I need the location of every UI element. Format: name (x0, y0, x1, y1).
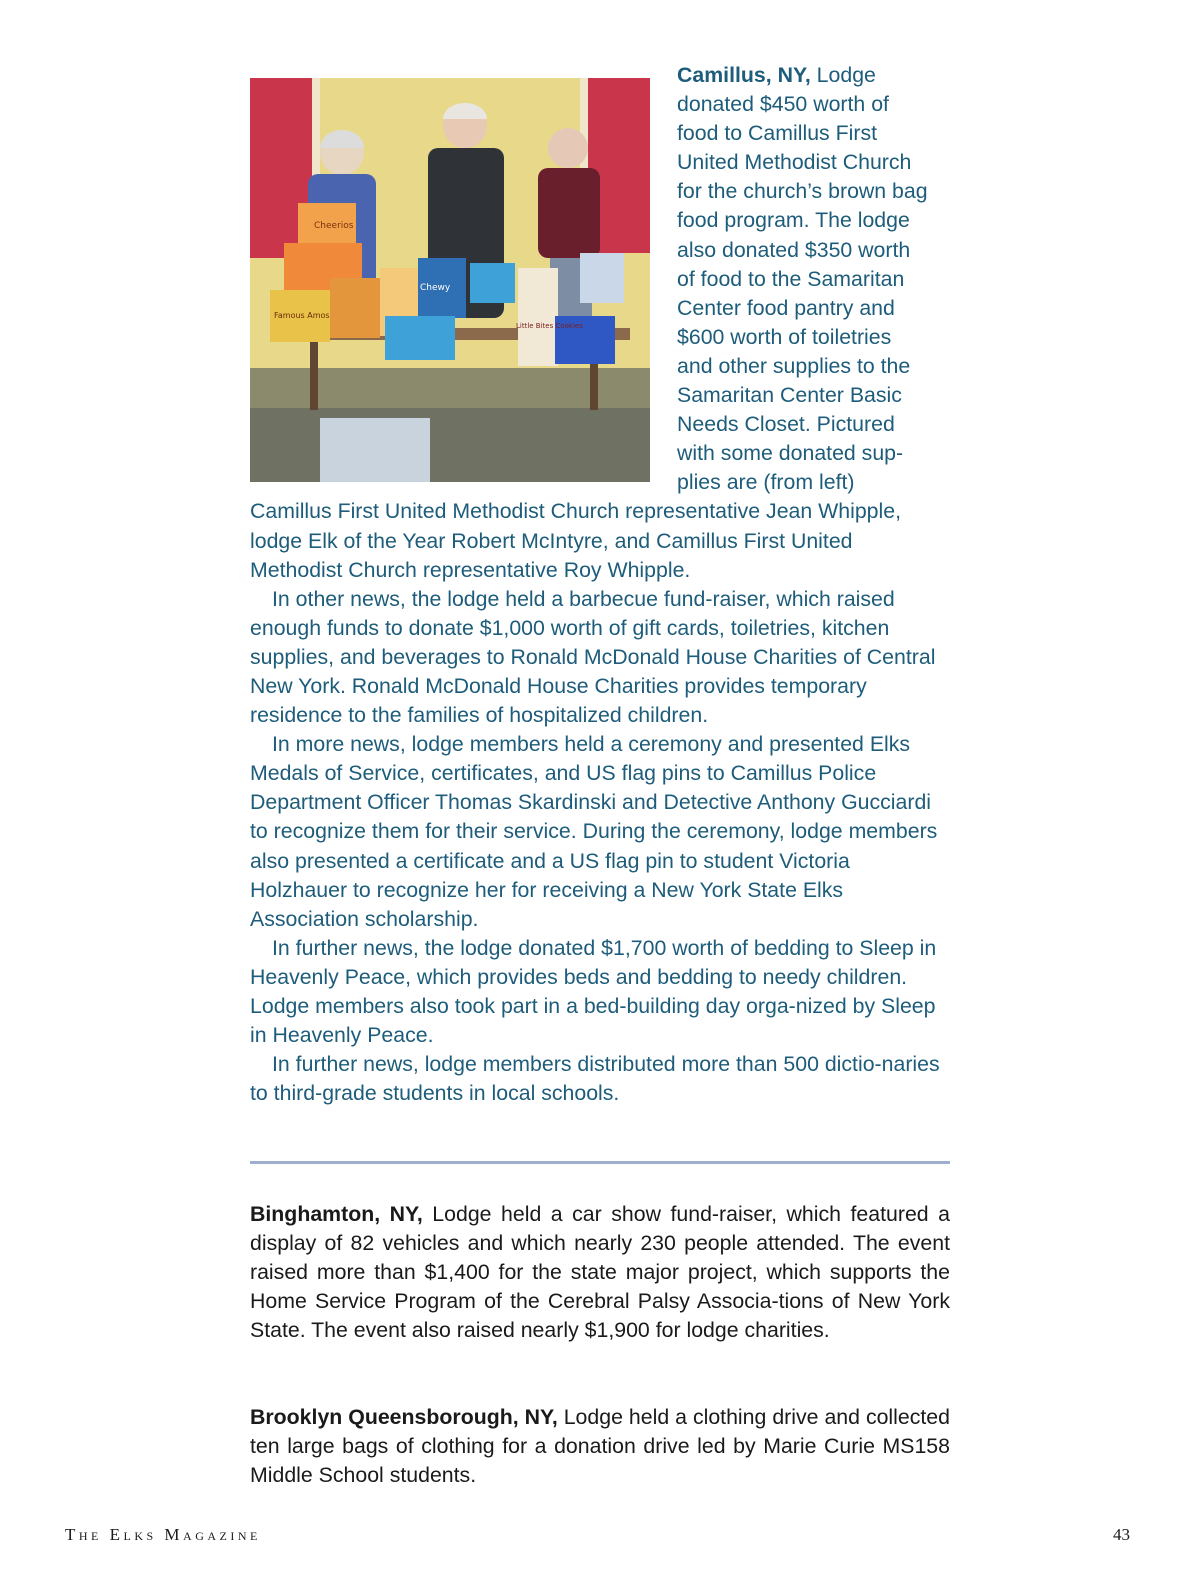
caption-line: United Methodist Church (677, 150, 912, 175)
caption-line: and other supplies to the (677, 353, 911, 378)
camillus-caption-top (677, 61, 950, 497)
camillus-paragraph-barbecue: In other news, the lodge held a barbecue fund-raiser, which raised enough funds to donate $1,000 worth of gift cards, toiletries, kitchen supplies, and beverages to Ronald McDonald House Charities of Central New York. Ronald McDonald House Charities provides temporary residence to the families of hospitalized children. (250, 586, 936, 728)
brooklyn-article (250, 1403, 950, 1490)
binghamton-lead: Binghamton, NY, (250, 1202, 423, 1226)
brooklyn-paragraph (250, 1403, 950, 1490)
caption-line: Lodge (810, 63, 876, 87)
binghamton-article (250, 1200, 950, 1345)
section-divider (250, 1161, 950, 1164)
binghamton-text: Lodge held a car show fund-raiser, which featured a display of 82 vehicles and which nearly 230 people attended. The event raised more than $1,400 for the state major project, which supports the Home Service Program of the Cerebral Palsy Associa-tions of New York State. The event also raised nearly $1,900 for lodge charities. (250, 1202, 950, 1343)
caption-line: with some donated sup- (677, 441, 904, 466)
famous-amos-box-label: Famous Amos (274, 311, 330, 320)
caption-line: plies are (from left) (677, 470, 855, 495)
caption-line: Samaritan Center Basic (677, 383, 902, 408)
magazine-title: The Elks Magazine (65, 1525, 261, 1544)
caption-line: $600 worth of toiletries (677, 324, 892, 349)
caption-line: food to Camillus First (677, 121, 878, 146)
camillus-paragraph-bedding: In further news, the lodge donated $1,700 worth of bedding to Sleep in Heavenly Peace, which provides beds and bedding to needy children. Lodge members also took part in a bed-building day orga-nized by Sleep in Heavenly Peace. (250, 935, 937, 1048)
caption-line: food program. The lodge (677, 208, 910, 233)
camillus-lead: Camillus, NY, (677, 63, 811, 87)
cheerios-box-label: Cheerios (314, 221, 354, 231)
little-bites-box-label: Little Bites Cookies (516, 322, 583, 330)
binghamton-paragraph (250, 1200, 950, 1345)
caption-line: Needs Closet. Pictured (677, 412, 895, 437)
camillus-article (250, 61, 950, 1108)
brooklyn-lead: Brooklyn Queensborough, NY, (250, 1405, 558, 1429)
camillus-caption-rest: Camillus First United Methodist Church representative Jean Whipple, lodge Elk of the Year Robert McIntyre, and Camillus First United Methodist Church representative Roy Whipple. (250, 499, 902, 582)
caption-line: for the church’s brown bag (677, 179, 928, 204)
caption-line: of food to the Samaritan (677, 266, 905, 291)
chewy-box-label: Chewy (420, 283, 451, 293)
caption-line: Center food pantry and (677, 295, 895, 320)
caption-line: donated $450 worth of (677, 92, 889, 117)
camillus-paragraph-ceremony: In more news, lodge members held a ceremony and presented Elks Medals of Service, certificates, and US flag pins to Camillus Police Department Officer Thomas Skardinski and Detective Anthony Gucciardi to recognize them for their service. During the ceremony, lodge members also presented a certificate and a US flag pin to student Victoria Holzhauer to recognize her for receiving a New York State Elks Association scholarship. (250, 732, 938, 931)
camillus-paragraph-dictionaries: In further news, lodge members distributed more than 500 dictio-naries to third-grade students in local schools. (250, 1052, 940, 1106)
page-number: 43 (1113, 1525, 1130, 1544)
caption-line: also donated $350 worth (677, 237, 911, 262)
brooklyn-text: Lodge held a clothing drive and collected ten large bags of clothing for a donation drive led by Marie Curie MS158 Middle School students. (250, 1405, 950, 1488)
